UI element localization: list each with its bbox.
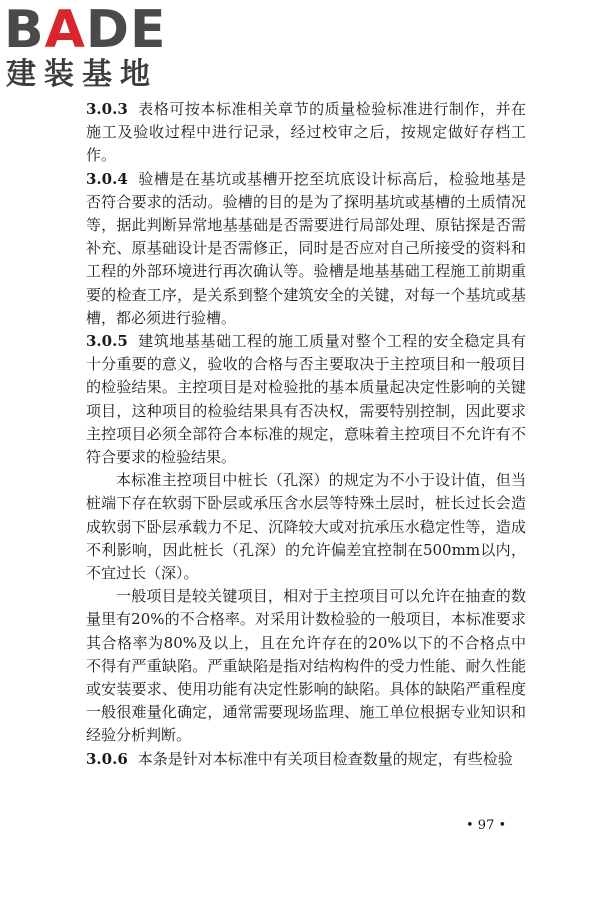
paragraph-pile-length: 本标准主控项目中桩长（孔深）的规定为不小于设计值，但当桩端下存在软弱下卧层或承压含水层等特殊土层时，桩长过长会造成软弱下卧层承载力不足、沉降较大或对抗承压水稳定性等，造成不利影响，因此桩长（孔深）的允许偏差宜控制在500mm以内，不宜过长（深）。	[86, 471, 526, 583]
clause-3-0-4	[86, 168, 526, 330]
clause-text: 验槽是在基坑或基槽开挖至坑底设计标高后，检验地基是否符合要求的活动。验槽的目的是为了探明基坑或基槽的土质情况等，据此判断异常地基基础是否需要进行局部处理、原钻探是否需补充、原基础设计是否需修正，同时是否应对自己所接受的资料和工程的外部环境进行再次确认等。验槽是地基基础工程施工前期重要的检查工序，是关系到整个建筑安全的关键，对每一个基坑或基槽，都必须进行验槽。	[86, 169, 526, 327]
document-body	[86, 98, 526, 771]
logo-subtitle: 建装基地	[6, 57, 158, 92]
clause-text: 表格可按本标准相关章节的质量检验标准进行制作，并在施工及验收过程中进行记录，经过校审之后，按规定做好存档工作。	[86, 100, 526, 165]
bade-logo	[4, 2, 184, 92]
clause-3-0-5	[86, 330, 526, 469]
clause-3-0-3	[86, 98, 526, 168]
clause-number: 3.0.6	[86, 749, 128, 768]
clause-number: 3.0.3	[86, 100, 128, 118]
clause-number: 3.0.5	[86, 332, 128, 351]
logo-wordmark: BADE	[4, 0, 167, 60]
page-number: • 97 •	[466, 818, 507, 833]
paragraph-general-items: 一般项目是较关键项目，相对于主控项目可以允许在抽查的数量里有20%的不合格率。对采用计数检验的一般项目，本标准要求其合格率为80%及以上，且在允许存在的20%以下的不合格点中不得有严重缺陷。严重缺陷是指对结构构件的受力性能、耐久性能或安装要求、使用功能有决定性影响的缺陷。具体的缺陷严重程度一般很难量化确定，通常需要现场监理、施工单位根据专业知识和经验分析判断。	[86, 587, 526, 745]
clause-text: 本条是针对本标准中有关项目检查数量的规定，有些检验	[137, 749, 513, 768]
clause-3-0-6	[86, 748, 526, 771]
clause-text: 建筑地基基础工程的施工质量对整个工程的安全稳定具有十分重要的意义，验收的合格与否主要取决于主控项目和一般项目的检验结果。主控项目是对检验批的基本质量起决定性影响的关键项目，这种项目的检验结果具有否决权，需要特别控制，因此要求主控项目必须全部符合本标准的规定，意味着主控项目不允许有不符合要求的检验结果。	[86, 332, 526, 467]
clause-number: 3.0.4	[86, 169, 128, 188]
